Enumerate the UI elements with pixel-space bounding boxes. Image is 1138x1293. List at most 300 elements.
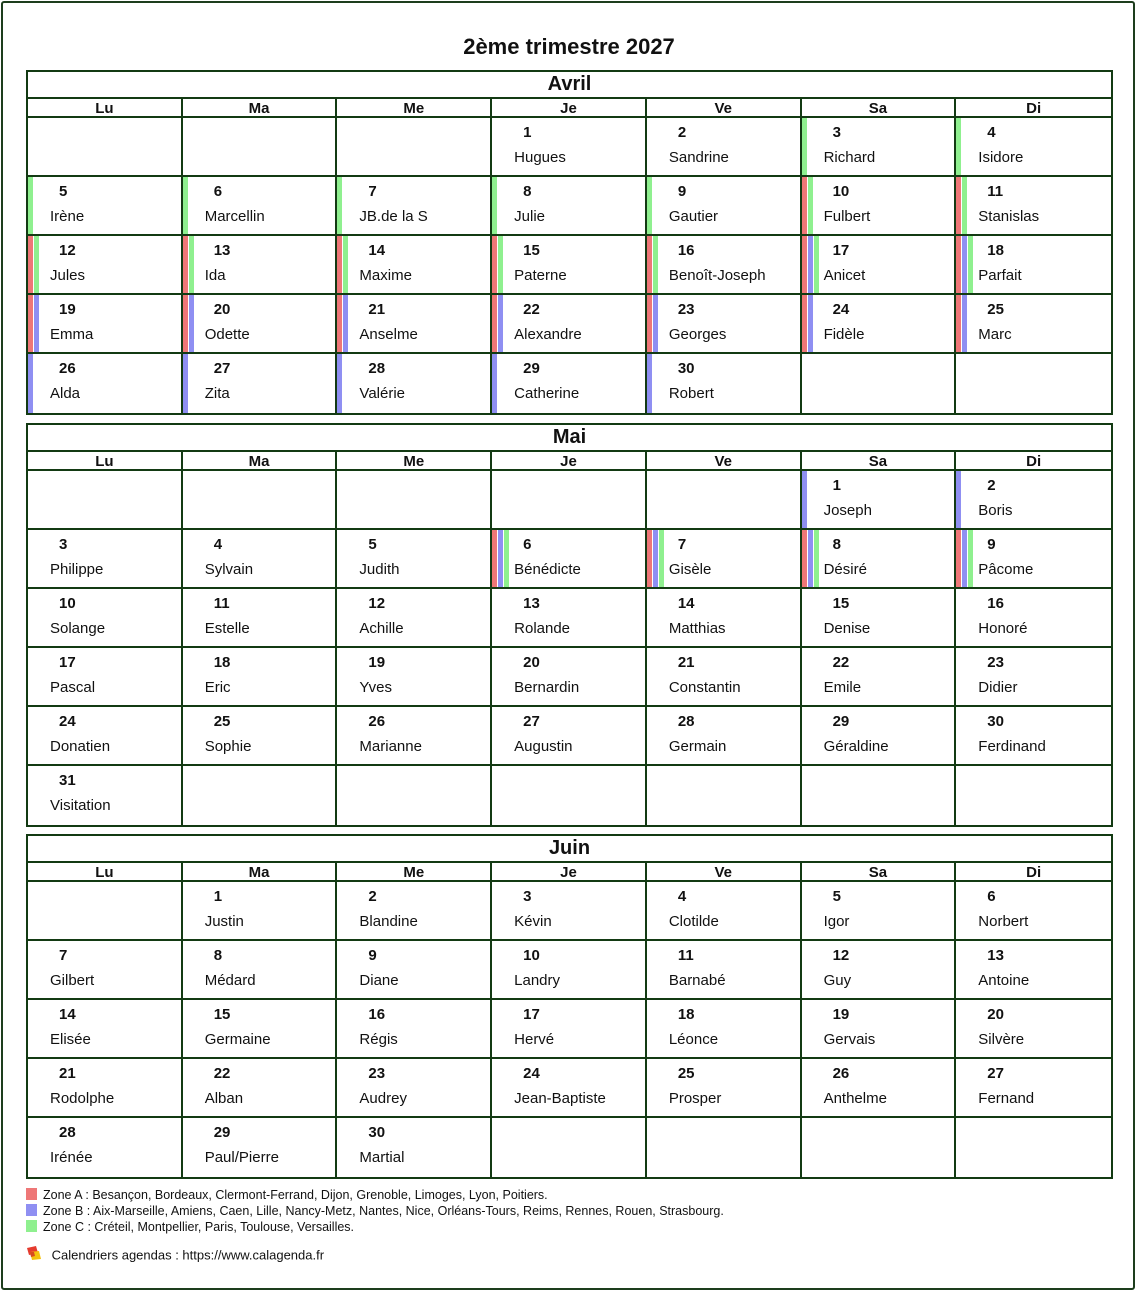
- day-number: 7: [59, 947, 68, 964]
- day-number: 21: [677, 654, 695, 671]
- day-cell[interactable]: [647, 589, 802, 648]
- empty-day-cell: [337, 471, 492, 530]
- day-cell[interactable]: [28, 295, 183, 354]
- day-cell[interactable]: [802, 471, 957, 530]
- day-header: Di: [956, 99, 1111, 118]
- saint-name: Géraldine: [823, 738, 889, 755]
- zone-a-holiday-bar: [28, 236, 33, 293]
- saint-name: JB.de la S: [359, 208, 428, 225]
- day-cell[interactable]: [802, 236, 957, 295]
- day-number: 11: [213, 595, 230, 612]
- day-number: 15: [523, 242, 540, 259]
- legend-text-zone-b: Zone B : Aix-Marseille, Amiens, Caen, Lille, Nancy-Metz, Nantes, Nice, Orléans-Tours, Reims, Rennes, Rouen, Strasbourg.: [43, 1204, 724, 1218]
- zone-b-holiday-bar: [498, 530, 503, 587]
- day-cell[interactable]: [183, 177, 338, 236]
- zone-c-holiday-bar: [34, 236, 39, 293]
- day-number: 30: [677, 360, 695, 377]
- day-cell[interactable]: [28, 589, 183, 648]
- saint-name: Denise: [823, 620, 871, 637]
- day-number: 17: [832, 242, 850, 259]
- day-number: 3: [523, 888, 532, 905]
- day-cell[interactable]: [183, 941, 338, 1000]
- day-cell[interactable]: [337, 648, 492, 707]
- day-cell[interactable]: [183, 707, 338, 766]
- page-title: 2ème trimestre 2027: [463, 34, 675, 59]
- calagenda-logo-icon: [26, 1245, 42, 1267]
- day-cell[interactable]: [28, 766, 183, 825]
- empty-day-cell: [492, 766, 647, 825]
- saint-name: Sandrine: [668, 149, 729, 166]
- day-cell[interactable]: [802, 882, 957, 941]
- day-cell[interactable]: [492, 1000, 647, 1059]
- zone-a-holiday-bar: [492, 295, 497, 352]
- day-cell[interactable]: [956, 941, 1111, 1000]
- day-cell[interactable]: [956, 707, 1111, 766]
- zone-c-holiday-bar: [337, 177, 342, 234]
- day-header: Di: [956, 452, 1111, 471]
- day-number: 16: [987, 595, 1004, 612]
- month-grid: [28, 99, 1111, 413]
- saint-name: Médard: [204, 972, 256, 989]
- empty-day-cell: [802, 354, 957, 413]
- day-cell[interactable]: [183, 1059, 338, 1118]
- zone-c-holiday-bar: [962, 177, 967, 234]
- day-cell[interactable]: [802, 589, 957, 648]
- saint-name: Judith: [359, 561, 400, 578]
- credit-line: [26, 1245, 324, 1265]
- day-cell[interactable]: [183, 882, 338, 941]
- month-name: Mai: [28, 425, 1111, 452]
- day-number: 16: [368, 1006, 386, 1023]
- day-number: 14: [59, 1006, 76, 1023]
- day-number: 15: [832, 595, 850, 612]
- day-number: 7: [368, 183, 377, 200]
- zone-a-holiday-bar: [183, 236, 188, 293]
- zone-a-holiday-bar: [647, 236, 652, 293]
- empty-day-cell: [492, 471, 647, 530]
- day-header: Ve: [647, 863, 802, 882]
- saint-name: Pâcome: [978, 561, 1034, 578]
- day-number: 11: [677, 947, 694, 964]
- saint-name: Léonce: [668, 1031, 719, 1048]
- day-number: 8: [523, 183, 532, 200]
- zone-b-holiday-bar: [337, 354, 342, 413]
- saint-name: Désiré: [823, 561, 867, 578]
- day-number: 29: [832, 713, 850, 730]
- day-number: 31: [59, 772, 76, 789]
- day-cell[interactable]: [492, 941, 647, 1000]
- empty-day-cell: [647, 1118, 802, 1177]
- saint-name: Elisée: [50, 1031, 91, 1048]
- day-cell[interactable]: [956, 1000, 1111, 1059]
- day-number: 12: [832, 947, 850, 964]
- day-number: 25: [677, 1065, 695, 1082]
- day-number: 12: [368, 595, 386, 612]
- saint-name: Pascal: [50, 679, 96, 696]
- day-number: 20: [523, 654, 540, 671]
- day-cell[interactable]: [647, 1059, 802, 1118]
- saint-name: Audrey: [359, 1090, 407, 1107]
- day-number: 21: [59, 1065, 76, 1082]
- saint-name: Catherine: [514, 385, 580, 402]
- day-cell[interactable]: [647, 1000, 802, 1059]
- day-cell[interactable]: [802, 941, 957, 1000]
- day-cell[interactable]: [337, 177, 492, 236]
- saint-name: Donatien: [50, 738, 111, 755]
- day-number: 23: [987, 654, 1004, 671]
- saint-name: Robert: [668, 385, 714, 402]
- day-number: 6: [523, 536, 532, 553]
- saint-name: Didier: [978, 679, 1018, 696]
- zone-c-holiday-bar: [659, 530, 664, 587]
- day-header: Me: [337, 863, 492, 882]
- day-cell[interactable]: [647, 648, 802, 707]
- day-cell[interactable]: [183, 354, 338, 413]
- empty-day-cell: [647, 471, 802, 530]
- saint-name: Georges: [668, 326, 727, 343]
- day-cell[interactable]: [956, 589, 1111, 648]
- day-header: Di: [956, 863, 1111, 882]
- day-cell[interactable]: [337, 236, 492, 295]
- zone-b-holiday-bar: [962, 295, 967, 352]
- saint-name: Solange: [50, 620, 106, 637]
- saint-name: Landry: [514, 972, 561, 989]
- day-cell[interactable]: [956, 177, 1111, 236]
- saint-name: Alban: [204, 1090, 244, 1107]
- legend-text-zone-c: Zone C : Créteil, Montpellier, Paris, Toulouse, Versailles.: [43, 1220, 355, 1234]
- day-cell[interactable]: [183, 530, 338, 589]
- day-cell[interactable]: [956, 530, 1111, 589]
- day-cell[interactable]: [28, 941, 183, 1000]
- day-cell[interactable]: [492, 236, 647, 295]
- empty-day-cell: [337, 766, 492, 825]
- day-number: 25: [213, 713, 231, 730]
- day-header: Sa: [802, 99, 957, 118]
- day-number: 8: [832, 536, 841, 553]
- day-cell[interactable]: [183, 236, 338, 295]
- day-cell[interactable]: [492, 589, 647, 648]
- day-number: 14: [368, 242, 386, 259]
- day-cell[interactable]: [492, 295, 647, 354]
- empty-day-cell: [956, 354, 1111, 413]
- zone-a-holiday-bar: [802, 236, 807, 293]
- saint-name: Emma: [50, 326, 94, 343]
- day-cell[interactable]: [956, 648, 1111, 707]
- day-cell[interactable]: [492, 707, 647, 766]
- saint-name: Gisèle: [668, 561, 712, 578]
- zone-b-swatch: [26, 1204, 37, 1216]
- day-cell[interactable]: [956, 295, 1111, 354]
- saint-name: Ida: [204, 267, 226, 284]
- saint-name: Rolande: [514, 620, 571, 637]
- zone-a-holiday-bar: [956, 295, 961, 352]
- saint-name: Jean-Baptiste: [514, 1090, 606, 1107]
- saint-name: Augustin: [514, 738, 573, 755]
- day-cell[interactable]: [956, 471, 1111, 530]
- empty-day-cell: [956, 1118, 1111, 1177]
- day-cell[interactable]: [647, 707, 802, 766]
- saint-name: Zita: [204, 385, 230, 402]
- day-header: Ve: [647, 99, 802, 118]
- day-cell[interactable]: [337, 1059, 492, 1118]
- month-grid: [28, 863, 1111, 1177]
- saint-name: Emile: [823, 679, 862, 696]
- zone-a-holiday-bar: [802, 177, 807, 234]
- saint-name: Odette: [204, 326, 250, 343]
- saint-name: Fidèle: [823, 326, 865, 343]
- saint-name: Marianne: [359, 738, 422, 755]
- zone-b-holiday-bar: [653, 295, 658, 352]
- day-header: Lu: [28, 99, 183, 118]
- day-cell[interactable]: [337, 295, 492, 354]
- day-number: 18: [213, 654, 231, 671]
- day-number: 28: [677, 713, 695, 730]
- empty-day-cell: [28, 118, 183, 177]
- day-cell[interactable]: [802, 1059, 957, 1118]
- zone-c-holiday-bar: [968, 236, 973, 293]
- saint-name: Yves: [359, 679, 392, 696]
- saint-name: Ferdinand: [978, 738, 1046, 755]
- day-cell[interactable]: [492, 882, 647, 941]
- day-cell[interactable]: [802, 530, 957, 589]
- day-number: 1: [523, 124, 532, 141]
- day-number: 2: [987, 477, 996, 494]
- saint-name: Régis: [359, 1031, 398, 1048]
- zone-c-holiday-bar: [968, 530, 973, 587]
- empty-day-cell: [647, 766, 802, 825]
- day-header: Lu: [28, 863, 183, 882]
- day-cell[interactable]: [956, 882, 1111, 941]
- zone-c-holiday-bar: [956, 118, 961, 175]
- month-mai: [26, 423, 1113, 827]
- day-cell[interactable]: [337, 882, 492, 941]
- saint-name: Alexandre: [514, 326, 582, 343]
- zone-a-holiday-bar: [28, 295, 33, 352]
- day-number: 9: [987, 536, 996, 553]
- day-number: 17: [523, 1006, 540, 1023]
- zone-a-holiday-bar: [647, 295, 652, 352]
- day-cell[interactable]: [28, 707, 183, 766]
- zone-b-holiday-bar: [647, 354, 652, 413]
- day-cell[interactable]: [802, 118, 957, 177]
- zone-a-holiday-bar: [337, 295, 342, 352]
- day-cell[interactable]: [802, 177, 957, 236]
- day-number: 27: [987, 1065, 1004, 1082]
- day-number: 6: [987, 888, 996, 905]
- zone-a-holiday-bar: [802, 530, 807, 587]
- day-cell[interactable]: [956, 118, 1111, 177]
- day-cell[interactable]: [802, 1000, 957, 1059]
- credit-text[interactable]: Calendriers agendas : https://www.calagenda.fr: [51, 1247, 325, 1263]
- day-number: 26: [59, 360, 76, 377]
- day-number: 2: [677, 124, 687, 141]
- day-cell[interactable]: [647, 236, 802, 295]
- saint-name: Antoine: [978, 972, 1030, 989]
- day-cell[interactable]: [337, 530, 492, 589]
- day-cell[interactable]: [647, 295, 802, 354]
- saint-name: Bénédicte: [514, 561, 581, 578]
- day-cell[interactable]: [492, 118, 647, 177]
- month-grid: [28, 452, 1111, 825]
- zone-a-holiday-bar: [492, 236, 497, 293]
- saint-name: Bernardin: [514, 679, 580, 696]
- day-cell[interactable]: [28, 236, 183, 295]
- zone-b-holiday-bar: [808, 530, 813, 587]
- day-number: 19: [832, 1006, 850, 1023]
- day-cell[interactable]: [183, 295, 338, 354]
- day-cell[interactable]: [492, 1059, 647, 1118]
- saint-name: Honoré: [978, 620, 1028, 637]
- zone-a-holiday-bar: [647, 530, 652, 587]
- day-number: 18: [677, 1006, 695, 1023]
- zone-a-holiday-bar: [337, 236, 342, 293]
- day-cell[interactable]: [28, 530, 183, 589]
- zone-b-holiday-bar: [808, 295, 813, 352]
- day-number: 2: [368, 888, 377, 905]
- day-cell[interactable]: [647, 177, 802, 236]
- empty-day-cell: [492, 1118, 647, 1177]
- month-avril: [26, 70, 1113, 415]
- day-cell[interactable]: [647, 530, 802, 589]
- saint-name: Paul/Pierre: [204, 1149, 279, 1166]
- day-number: 19: [368, 654, 386, 671]
- saint-name: Richard: [823, 149, 876, 166]
- day-cell[interactable]: [183, 648, 338, 707]
- day-cell[interactable]: [802, 707, 957, 766]
- day-cell[interactable]: [956, 236, 1111, 295]
- zone-b-holiday-bar: [343, 295, 348, 352]
- day-number: 22: [213, 1065, 231, 1082]
- day-cell[interactable]: [802, 648, 957, 707]
- empty-day-cell: [28, 471, 183, 530]
- empty-day-cell: [802, 766, 957, 825]
- zone-b-holiday-bar: [183, 354, 188, 413]
- zone-b-holiday-bar: [28, 354, 33, 413]
- day-cell[interactable]: [28, 1000, 183, 1059]
- saint-name: Marcellin: [204, 208, 265, 225]
- day-cell[interactable]: [337, 589, 492, 648]
- day-cell[interactable]: [492, 648, 647, 707]
- day-number: 18: [987, 242, 1004, 259]
- day-cell[interactable]: [647, 941, 802, 1000]
- day-cell[interactable]: [183, 589, 338, 648]
- saint-name: Clotilde: [668, 913, 719, 930]
- day-number: 9: [677, 183, 687, 200]
- zone-b-holiday-bar: [962, 530, 967, 587]
- zone-c-holiday-bar: [814, 236, 819, 293]
- zone-c-holiday-bar: [183, 177, 188, 234]
- day-cell[interactable]: [28, 354, 183, 413]
- day-number: 26: [368, 713, 386, 730]
- day-cell[interactable]: [28, 1059, 183, 1118]
- saint-name: Matthias: [668, 620, 726, 637]
- zone-b-holiday-bar: [808, 236, 813, 293]
- saint-name: Parfait: [978, 267, 1022, 284]
- day-number: 14: [677, 595, 695, 612]
- empty-day-cell: [337, 118, 492, 177]
- saint-name: Fulbert: [823, 208, 871, 225]
- day-cell[interactable]: [28, 177, 183, 236]
- zone-legend: [26, 1187, 724, 1235]
- day-number: 11: [987, 183, 1004, 200]
- saint-name: Philippe: [50, 561, 104, 578]
- day-number: 4: [213, 536, 223, 553]
- day-cell[interactable]: [492, 354, 647, 413]
- day-header: Je: [492, 863, 647, 882]
- saint-name: Paterne: [514, 267, 567, 284]
- zone-a-holiday-bar: [492, 530, 497, 587]
- saint-name: Germaine: [204, 1031, 271, 1048]
- saint-name: Valérie: [359, 385, 406, 402]
- day-number: 15: [213, 1006, 231, 1023]
- day-cell[interactable]: [647, 354, 802, 413]
- day-number: 9: [368, 947, 377, 964]
- day-cell[interactable]: [492, 177, 647, 236]
- day-number: 4: [677, 888, 687, 905]
- day-number: 29: [213, 1124, 231, 1141]
- empty-day-cell: [956, 766, 1111, 825]
- day-cell[interactable]: [337, 1000, 492, 1059]
- saint-name: Hugues: [514, 149, 566, 166]
- day-cell[interactable]: [183, 1000, 338, 1059]
- saint-name: Jules: [50, 267, 86, 284]
- day-number: 7: [677, 536, 687, 553]
- month-name: Juin: [28, 836, 1111, 863]
- saint-name: Anicet: [823, 267, 866, 284]
- legend-text-zone-a: Zone A : Besançon, Bordeaux, Clermont-Ferrand, Dijon, Grenoble, Limoges, Lyon, Poitiers.: [43, 1188, 548, 1202]
- day-number: 27: [523, 713, 540, 730]
- saint-name: Anselme: [359, 326, 418, 343]
- saint-name: Visitation: [50, 797, 111, 814]
- saint-name: Guy: [823, 972, 852, 989]
- empty-day-cell: [183, 471, 338, 530]
- day-number: 23: [677, 301, 695, 318]
- day-number: 5: [832, 888, 841, 905]
- day-cell[interactable]: [647, 118, 802, 177]
- zone-b-holiday-bar: [802, 471, 807, 528]
- zone-a-holiday-bar: [956, 530, 961, 587]
- day-number: 3: [832, 124, 841, 141]
- saint-name: Benoît-Joseph: [668, 267, 766, 284]
- day-header: Sa: [802, 863, 957, 882]
- day-header: Me: [337, 99, 492, 118]
- day-cell[interactable]: [28, 648, 183, 707]
- zone-b-holiday-bar: [492, 354, 497, 413]
- day-number: 8: [213, 947, 223, 964]
- saint-name: Fernand: [978, 1090, 1035, 1107]
- day-cell[interactable]: [28, 1118, 183, 1177]
- saint-name: Prosper: [668, 1090, 722, 1107]
- day-cell[interactable]: [956, 1059, 1111, 1118]
- day-cell[interactable]: [183, 1118, 338, 1177]
- saint-name: Norbert: [978, 913, 1029, 930]
- zone-b-holiday-bar: [653, 530, 658, 587]
- day-cell[interactable]: [492, 530, 647, 589]
- saint-name: Boris: [978, 502, 1013, 519]
- day-header: Ma: [183, 863, 338, 882]
- day-cell[interactable]: [802, 295, 957, 354]
- day-cell[interactable]: [337, 1118, 492, 1177]
- day-number: 10: [59, 595, 76, 612]
- day-number: 10: [523, 947, 540, 964]
- saint-name: Anthelme: [823, 1090, 887, 1107]
- day-cell[interactable]: [337, 707, 492, 766]
- day-number: 21: [368, 301, 386, 318]
- day-cell[interactable]: [337, 941, 492, 1000]
- day-header: Ve: [647, 452, 802, 471]
- day-cell[interactable]: [647, 882, 802, 941]
- day-cell[interactable]: [337, 354, 492, 413]
